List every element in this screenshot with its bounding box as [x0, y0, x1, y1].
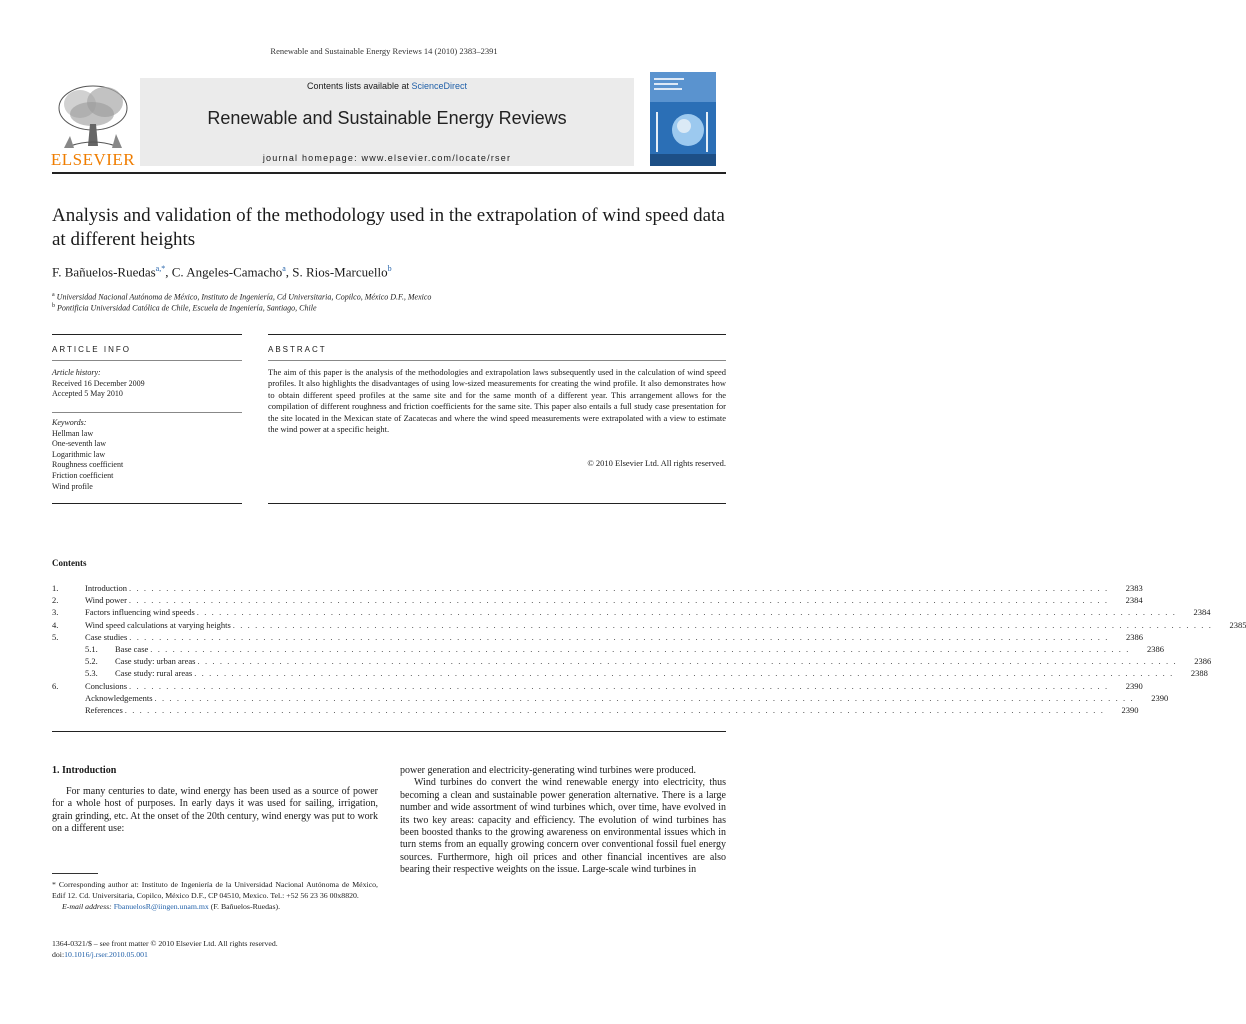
affiliation-marker: b: [52, 303, 55, 309]
toc-entry[interactable]: [52, 607, 1211, 619]
toc-label[interactable]: Wind speed calculations at varying heights: [85, 619, 231, 630]
article-info-subrule: [52, 360, 242, 361]
toc-page: 2384: [1125, 595, 1143, 606]
toc-number: 1.: [52, 583, 59, 593]
toc-page: 2388: [1190, 668, 1208, 679]
toc-entry[interactable]: [52, 583, 1143, 595]
toc-number: 3.: [52, 607, 59, 618]
abstract-rule: [268, 334, 726, 335]
toc-entry[interactable]: [52, 680, 1143, 693]
history-label: Article history:: [52, 368, 101, 377]
keyword: One-seventh law: [52, 439, 106, 449]
toc-label[interactable]: Conclusions: [85, 680, 128, 691]
toc-label[interactable]: Case studies: [85, 631, 128, 642]
toc-page: 2386: [1125, 631, 1143, 642]
toc-number: 5.3.: [85, 668, 98, 679]
introduction-right-column: [400, 765, 726, 877]
abstract-subrule: [268, 360, 726, 361]
toc-page: 2390: [1121, 704, 1139, 715]
journal-homepage[interactable]: journal homepage: www.elsevier.com/locate/rser: [262, 153, 512, 163]
journal-title: Renewable and Sustainable Energy Reviews: [207, 108, 567, 128]
toc-label[interactable]: Case study: rural areas: [115, 668, 193, 679]
abstract-text: The aim of this paper is the analysis of the methodologies and extrapolation laws subsequently used in the calculation of wind speed profiles. It also highlights the disadvantages of using low-sized measurements for creating the wind profile. It also demonstrates how to obtain different speed profiles at the same site and for the same month of a different year. This arrangement allows for the compilation of different roughness and friction coefficients for the same site. This paper also entails a full study case presentation for the site located in the Mexican state of Zacatecas and where the wind speed measurements were extrapolated with a view to estimate the wind power at a specific height.: [268, 367, 726, 435]
contents-available-line: [140, 81, 634, 91]
corresponding-author-text: * Corresponding author at: Instituto de Ingeniería de la Universidad Nacional Autónoma de México, Edif 12. Cd. Universitaria, Copilco, México D.F., CP 04510, Mexico. Tel.: +52 56 23 36 00x8820.: [52, 880, 378, 900]
introduction-heading: 1. Introduction: [52, 765, 117, 776]
keyword: Roughness coefficient: [52, 460, 124, 470]
doi-prefix: doi:: [52, 950, 65, 959]
masthead-rule: [52, 172, 726, 174]
sciencedirect-link[interactable]: ScienceDirect: [411, 81, 468, 91]
toc-subentry[interactable]: [52, 643, 1164, 656]
elsevier-wordmark: ELSEVIER: [50, 150, 136, 169]
doi-line: [52, 949, 278, 960]
abstract-bottom-rule: [268, 503, 726, 504]
toc-leader: . . . . . . . . . . . . . . . . . . . . . . . . . . . . . . . . . . . . . . . . . . . . . . . . . . . . . . . . . . . . . . . . . . . . . . . . . . . . . . . . . . . . . . . . . . . . . . . . . . . . . . . . . . . . . . . . . . . . . . . . . . . . . . . . . . . .: [232, 619, 1213, 630]
introduction-left-column: For many centuries to date, wind energy has been used as a source of power for a whole host of purposes. In early days it was used for sailing, irrigation, grain grinding, etc. At the onset of the 20th century, wind energy was put to work on a different use:: [52, 786, 378, 835]
toc-entry[interactable]: [52, 704, 1139, 717]
article-title: Analysis and validation of the methodology used in the extrapolation of wind speed data at different heights: [52, 205, 725, 250]
toc-number: 6.: [52, 680, 59, 691]
keyword: Hellman law: [52, 428, 94, 438]
toc-entry[interactable]: [52, 631, 1143, 644]
abstract-heading: ABSTRACT: [268, 345, 327, 354]
toc-entry[interactable]: [52, 619, 1246, 632]
toc-leader: . . . . . . . . . . . . . . . . . . . . . . . . . . . . . . . . . . . . . . . . . . . . . . . . . . . . . . . . . . . . . . . . . . . . . . . . . . . . . . . . . . . . . . . . . . . . . . . . . . . . . . . . . . . . . . . . . . . . . . . . . . . . . . . . . . . .: [150, 643, 1130, 654]
journal-reference: Renewable and Sustainable Energy Reviews 14 (2010) 2383–2391: [270, 46, 498, 56]
article-history: [52, 368, 242, 400]
article-info-bottom-rule: [52, 503, 242, 504]
toc-number: 4.: [52, 619, 59, 630]
accepted-date: Accepted 5 May 2010: [52, 389, 123, 399]
toc-page: 2383: [1125, 583, 1143, 593]
toc-leader: . . . . . . . . . . . . . . . . . . . . . . . . . . . . . . . . . . . . . . . . . . . . . . . . . . . . . . . . . . . . . . . . . . . . . . . . . . . . . . . . . . . . . . . . . . . . . . . . . . . . . . . . . . . . . . . . . . . . . . . . . . . . . . . . . . . .: [196, 607, 1177, 618]
issn-block: [52, 938, 278, 960]
toc-page: 2385: [1229, 619, 1246, 630]
toc-number: 5.2.: [85, 656, 98, 667]
contents-bottom-rule: [52, 731, 726, 732]
toc-subentry[interactable]: [52, 668, 1208, 680]
footnote-rule: [52, 873, 98, 874]
toc-label[interactable]: Wind power: [85, 595, 127, 606]
corresponding-author-footnote: [52, 880, 378, 912]
history-divider: [52, 412, 242, 413]
toc-entry[interactable]: [52, 595, 1143, 607]
toc-leader: . . . . . . . . . . . . . . . . . . . . . . . . . . . . . . . . . . . . . . . . . . . . . . . . . . . . . . . . . . . . . . . . . . . . . . . . . . . . . . . . . . . . . . . . . . . . . . . . . . . . . . . . . . . . . . . . . . . . . . . . . . . . . . . . . . . .: [129, 583, 1109, 593]
intro-paragraph: power generation and electricity-generating wind turbines were produced.: [400, 765, 696, 776]
toc-leader: . . . . . . . . . . . . . . . . . . . . . . . . . . . . . . . . . . . . . . . . . . . . . . . . . . . . . . . . . . . . . . . . . . . . . . . . . . . . . . . . . . . . . . . . . . . . . . . . . . . . . . . . . . . . . . . . . . . . . . . . . . . . . . . . . . . .: [129, 631, 1109, 642]
article-info-heading: ARTICLE INFO: [52, 345, 131, 354]
toc-leader: . . . . . . . . . . . . . . . . . . . . . . . . . . . . . . . . . . . . . . . . . . . . . . . . . . . . . . . . . . . . . . . . . . . . . . . . . . . . . . . . . . . . . . . . . . . . . . . . . . . . . . . . . . . . . . . . . . . . . . . . . . . . . . . . . . . .: [197, 656, 1178, 667]
keyword: Logarithmic law: [52, 449, 106, 459]
keyword: Friction coefficient: [52, 470, 114, 480]
article-info-rule: [52, 334, 242, 335]
affiliation-marker: a: [52, 292, 55, 298]
toc-label[interactable]: References: [85, 704, 123, 715]
toc-entry[interactable]: [52, 692, 1169, 705]
email-suffix: (F. Bañuelos-Ruedas).: [208, 901, 281, 911]
author-name[interactable]: F. Bañuelos-Ruedas: [52, 264, 156, 280]
toc-number: 2.: [52, 595, 59, 606]
email-link[interactable]: FbanuelosR@iingen.unam.mx: [113, 901, 209, 911]
author-name[interactable]: C. Angeles-Camacho: [171, 264, 283, 280]
toc-page: 2390: [1151, 692, 1169, 703]
toc-number: 5.: [52, 631, 59, 642]
table-of-contents: [52, 583, 1246, 717]
keywords-block: [52, 418, 242, 492]
author-list: [52, 264, 726, 280]
keywords-label: Keywords:: [52, 418, 87, 427]
intro-paragraph: Wind turbines do convert the wind renewable energy into electricity, thus becoming a clean and sustainable power generation alternative. There is a large number and wide assortment of wind turbines which, over time, have evolved in its two key areas: capacity and efficiency. The evolution of wind turbines has been boosted thanks to the growing awareness on environmental issues which in turn stems from an equally growing concern over conventional fossil fuel energy sources. Furthermore, high oil prices and other financial incentives are also bearing their respective weights on the issue. Large-scale wind turbines in: [400, 777, 726, 876]
author-name[interactable]: S. Rios-Marcuello: [292, 264, 388, 280]
affiliation-text: Pontificia Universidad Católica de Chile, Escuela de Ingeniería, Santiago, Chile: [57, 303, 317, 313]
toc-page: 2390: [1125, 680, 1143, 691]
author-affil-marker[interactable]: a,*: [155, 264, 166, 273]
affiliation: [52, 292, 726, 302]
toc-leader: . . . . . . . . . . . . . . . . . . . . . . . . . . . . . . . . . . . . . . . . . . . . . . . . . . . . . . . . . . . . . . . . . . . . . . . . . . . . . . . . . . . . . . . . . . . . . . . . . . . . . . . . . . . . . . . . . . . . . . . . . . . . . . . . . . . .: [128, 595, 1109, 606]
author-separator: ,: [165, 264, 172, 280]
toc-label[interactable]: Factors influencing wind speeds: [85, 607, 195, 618]
toc-leader: . . . . . . . . . . . . . . . . . . . . . . . . . . . . . . . . . . . . . . . . . . . . . . . . . . . . . . . . . . . . . . . . . . . . . . . . . . . . . . . . . . . . . . . . . . . . . . . . . . . . . . . . . . . . . . . . . . . . . . . . . . . . . . . . . . . .: [154, 692, 1135, 703]
toc-number: 5.1.: [85, 643, 98, 654]
email-label: E-mail address:: [62, 901, 114, 911]
toc-leader: . . . . . . . . . . . . . . . . . . . . . . . . . . . . . . . . . . . . . . . . . . . . . . . . . . . . . . . . . . . . . . . . . . . . . . . . . . . . . . . . . . . . . . . . . . . . . . . . . . . . . . . . . . . . . . . . . . . . . . . . . . . . . . . . . . . .: [124, 704, 1105, 715]
toc-leader: . . . . . . . . . . . . . . . . . . . . . . . . . . . . . . . . . . . . . . . . . . . . . . . . . . . . . . . . . . . . . . . . . . . . . . . . . . . . . . . . . . . . . . . . . . . . . . . . . . . . . . . . . . . . . . . . . . . . . . . . . . . . . . . . . . . .: [194, 668, 1174, 679]
toc-leader: . . . . . . . . . . . . . . . . . . . . . . . . . . . . . . . . . . . . . . . . . . . . . . . . . . . . . . . . . . . . . . . . . . . . . . . . . . . . . . . . . . . . . . . . . . . . . . . . . . . . . . . . . . . . . . . . . . . . . . . . . . . . . . . . . . . .: [129, 680, 1109, 691]
affiliation: [52, 303, 726, 313]
author-affil-marker[interactable]: a: [282, 264, 286, 273]
toc-label[interactable]: Acknowledgements: [85, 692, 153, 703]
contents-prefix: Contents lists available at: [306, 81, 412, 91]
toc-label[interactable]: Base case: [115, 643, 149, 654]
toc-label[interactable]: Introduction: [85, 583, 128, 593]
email-line: [52, 902, 378, 913]
toc-page: 2384: [1193, 607, 1211, 618]
journal-cover-thumbnail[interactable]: [650, 72, 716, 166]
toc-subentry[interactable]: [52, 656, 1212, 668]
abstract-copyright: © 2010 Elsevier Ltd. All rights reserved.: [587, 458, 726, 468]
author-separator: ,: [285, 264, 293, 280]
doi-link[interactable]: 10.1016/j.rser.2010.05.001: [64, 950, 148, 959]
toc-label[interactable]: Case study: urban areas: [115, 656, 196, 667]
contents-heading: Contents: [52, 558, 87, 568]
author-affil-marker[interactable]: b: [387, 264, 392, 273]
toc-page: 2386: [1194, 656, 1212, 667]
issn-line: 1364-0321/$ – see front matter © 2010 Elsevier Ltd. All rights reserved.: [52, 939, 278, 948]
keyword: Wind profile: [52, 481, 93, 491]
toc-page: 2386: [1146, 643, 1164, 654]
received-date: Received 16 December 2009: [52, 378, 145, 388]
affiliation-text: Universidad Nacional Autónoma de México, Instituto de Ingeniería, Cd Universitaria, Copilco, México D.F., Mexico: [56, 292, 432, 302]
